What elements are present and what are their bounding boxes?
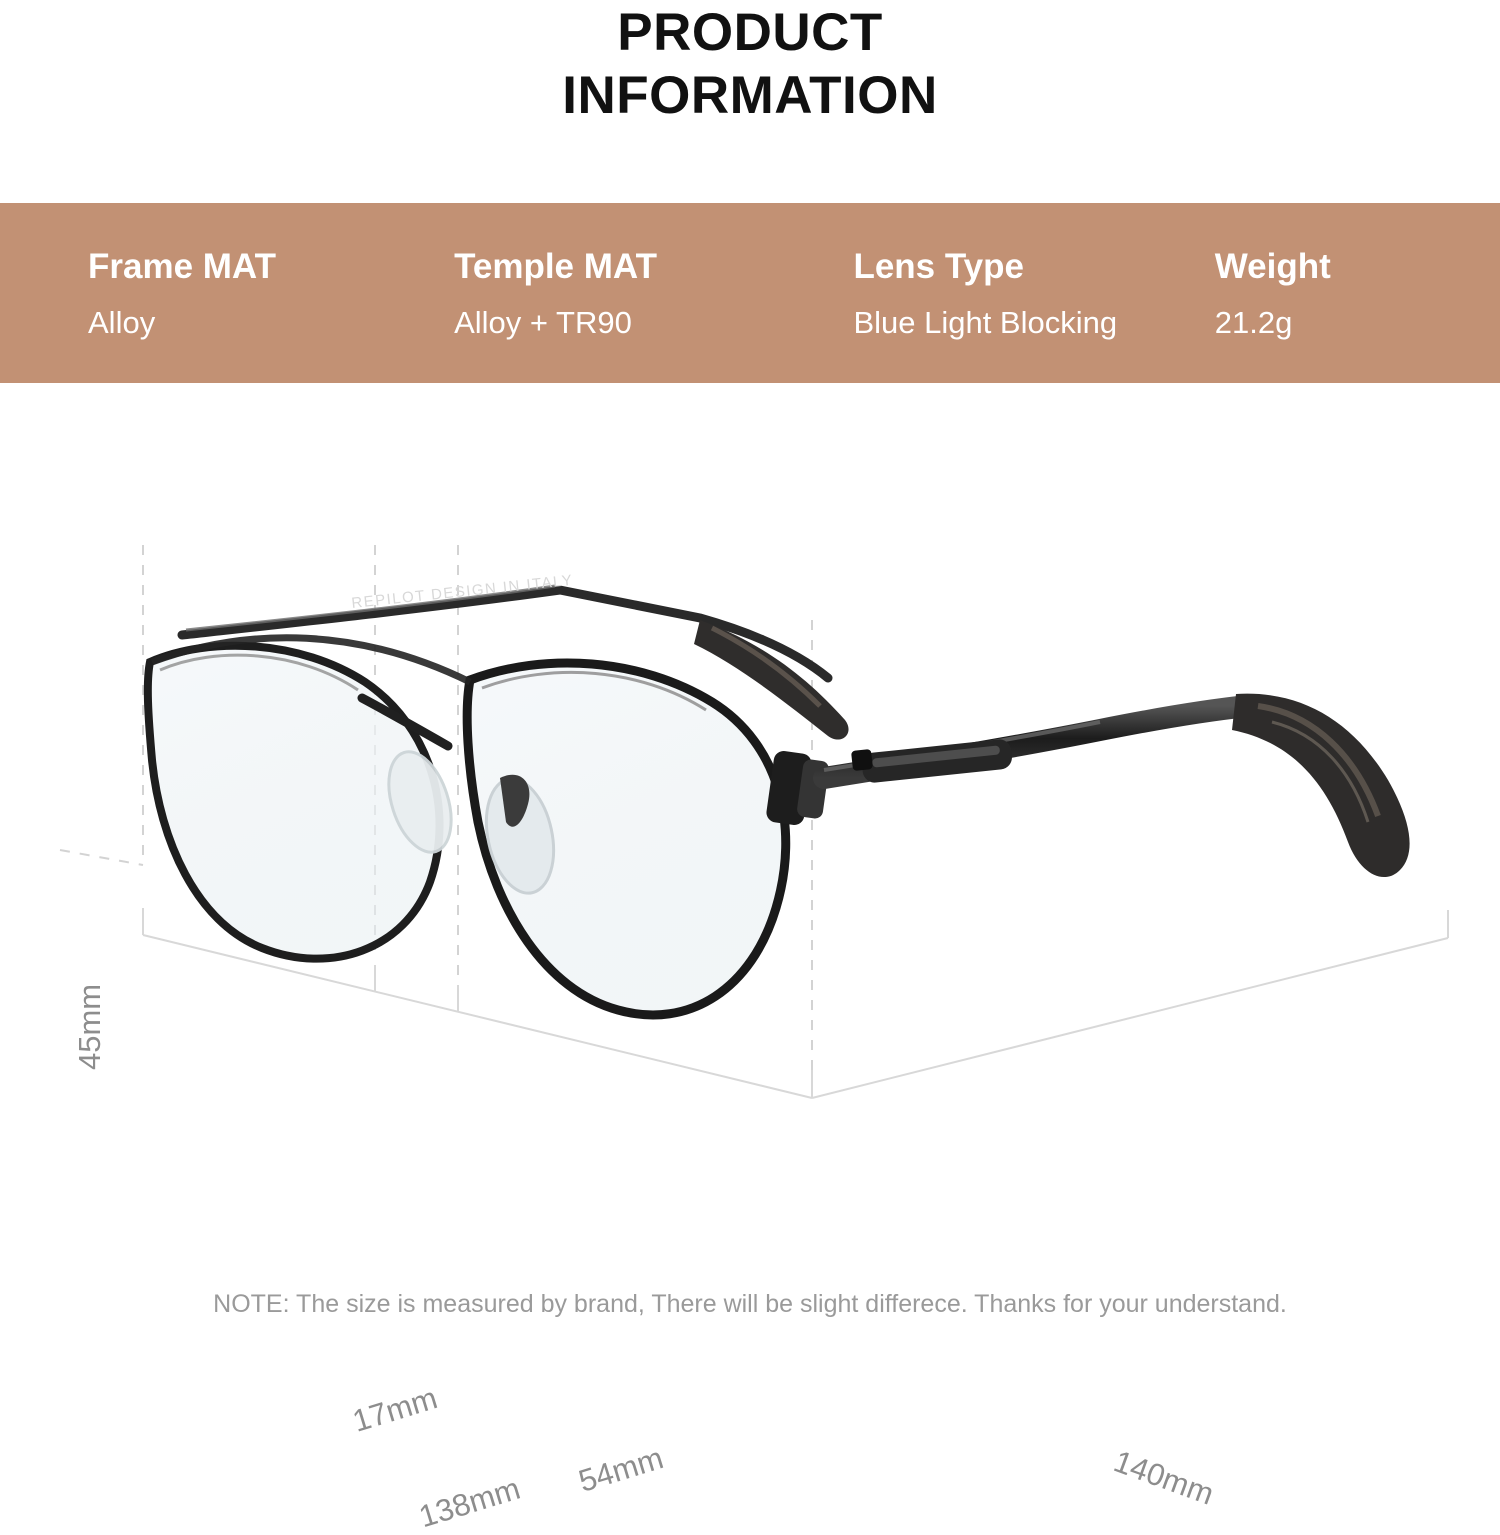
dimension-label-bridge-width: 17mm [348,1380,442,1439]
dimension-label-lens-width: 54mm [574,1440,668,1499]
spec-value-frame-mat: Alloy [88,305,156,341]
spec-value-weight: 21.2g [1214,305,1293,341]
page-title-line-2: INFORMATION [562,65,938,125]
spec-label-temple-mat: Temple MAT [454,246,657,286]
spec-label-frame-mat: Frame MAT [88,246,276,286]
spec-value-temple-mat: Alloy + TR90 [454,305,632,341]
spec-column-weight [1215,245,1500,342]
spec-column-temple-mat [454,245,853,342]
spec-value-lens-type: Blue Light Blocking [853,305,1118,341]
spec-label-lens-type: Lens Type [853,246,1024,286]
spec-column-lens-type [853,245,1214,342]
temple-engraving: REPILOT DESIGN IN ITALY [350,571,575,612]
eyeglasses-illustration [0,430,1500,1260]
dimension-label-lens-height: 45mm [72,983,107,1070]
page-title-line-1: PRODUCT [617,3,883,62]
dimension-label-frame-width: 138mm [414,1470,525,1535]
spec-label-weight: Weight [1214,246,1331,286]
dimension-label-temple-length: 140mm [1109,1443,1219,1512]
page-title [0,0,1500,127]
footer-note: NOTE: The size is measured by brand, There will be slight differece. Thanks for your understand. [213,1290,1287,1318]
spec-column-frame-mat [0,245,454,342]
spec-bar [0,203,1500,383]
